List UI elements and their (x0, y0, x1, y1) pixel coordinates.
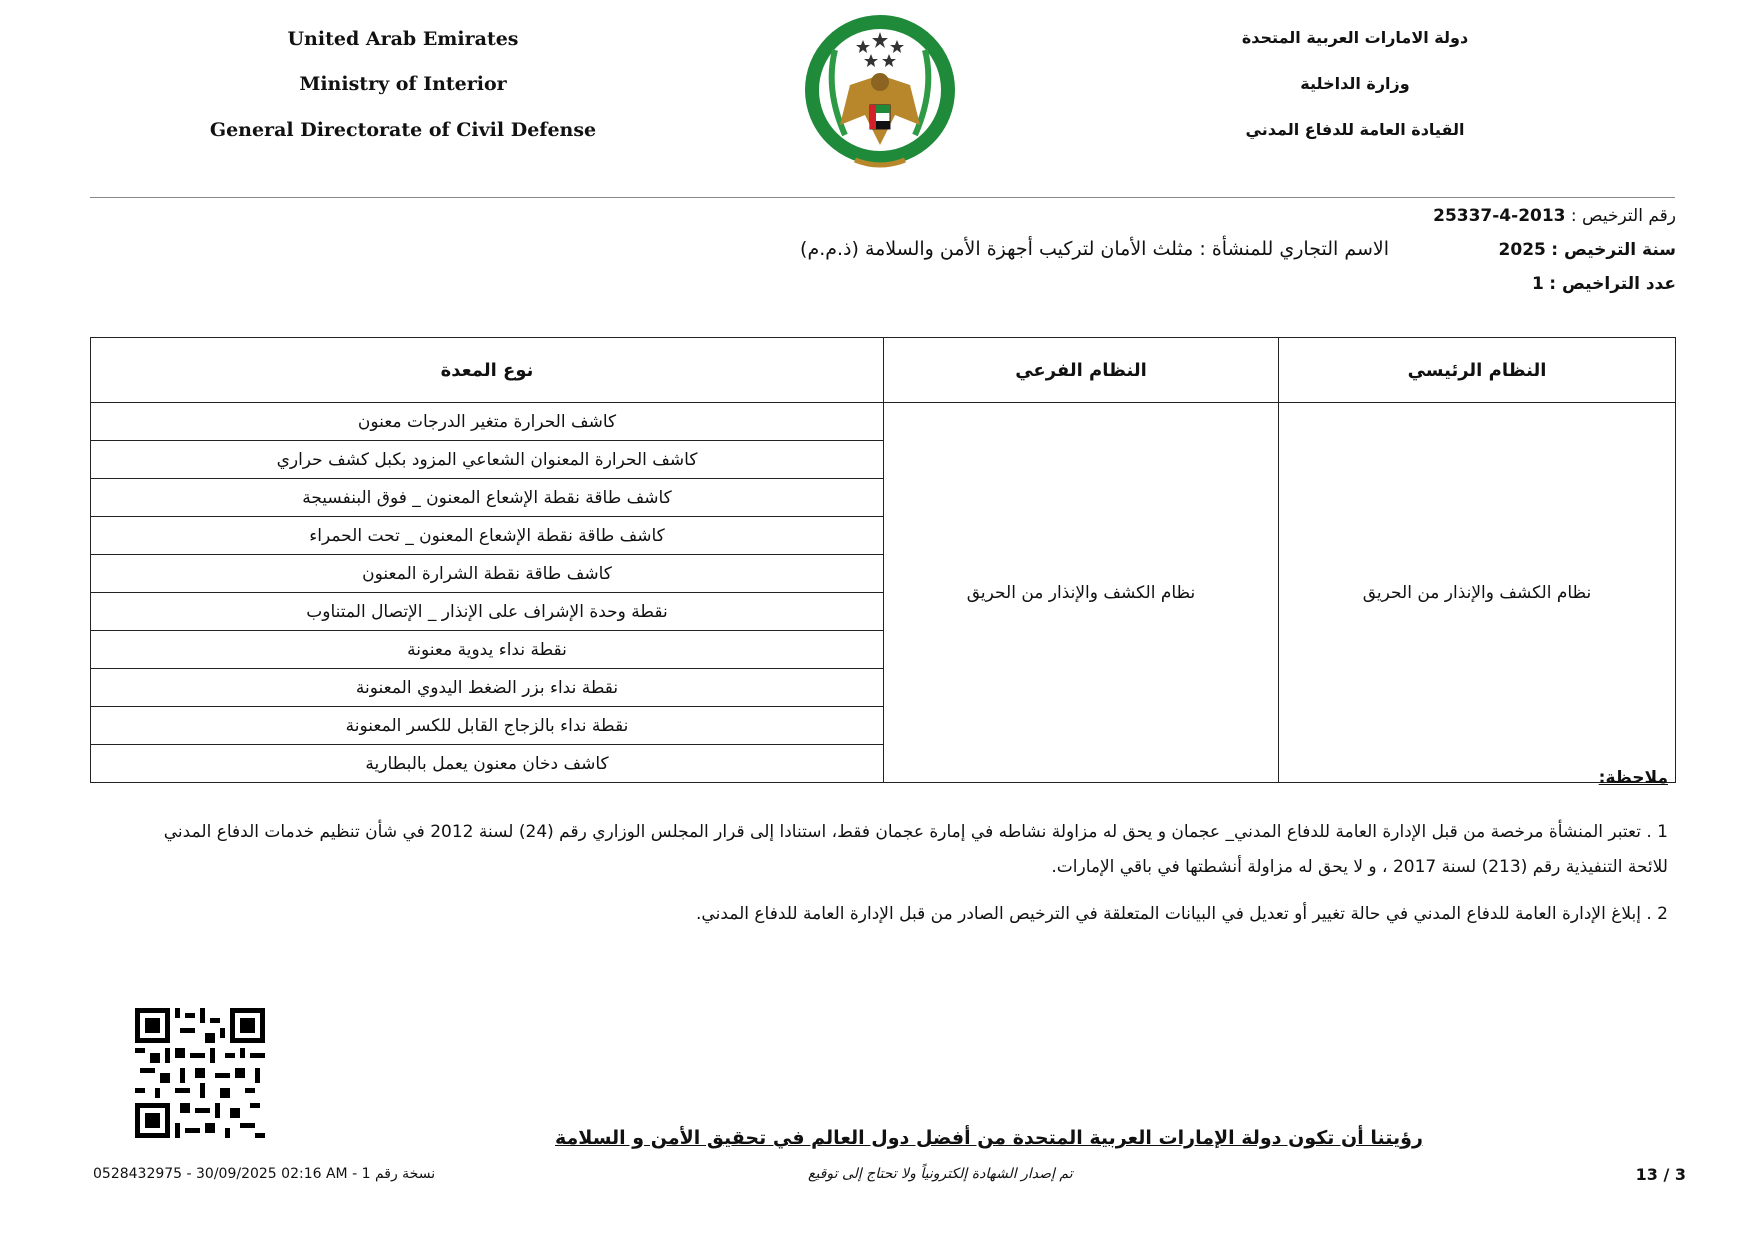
equipment-item: نقطة نداء بزر الضغط اليدوي المعنونة (91, 669, 884, 707)
license-number-value: 25337-4-2013 (1433, 206, 1566, 226)
page-number: 13 / 3 (1635, 1165, 1686, 1184)
header-en-line3: General Directorate of Civil Defense (209, 119, 597, 141)
equipment-item: نقطة نداء يدوية معنونة (91, 631, 884, 669)
table-row (91, 403, 1676, 441)
license-year (1499, 240, 1676, 260)
header-ar-line2: وزارة الداخلية (1300, 74, 1410, 93)
equipment-item: كاشف طاقة نقطة الإشعاع المعنون _ تحت الحمراء (91, 517, 884, 555)
equipment-table (90, 337, 1676, 783)
header-sub-system: النظام الفرعي (884, 338, 1279, 403)
header-en-line1: United Arab Emirates (287, 28, 519, 50)
trade-name: الاسم التجاري للمنشأة : مثلث الأمان لتركيب أجهزة الأمن والسلامة (ذ.م.م) (800, 238, 1389, 260)
equipment-item: كاشف الحرارة متغير الدرجات معنون (91, 403, 884, 441)
equipment-item: كاشف دخان معنون يعمل بالبطارية (91, 745, 884, 783)
equipment-item: كاشف طاقة نقطة الإشعاع المعنون _ فوق البنفسيجة (91, 479, 884, 517)
license-year-value: 2025 (1498, 240, 1546, 260)
header-ar-line1: دولة الامارات العربية المتحدة (1241, 28, 1469, 47)
equipment-item: نقطة نداء بالزجاج القابل للكسر المعنونة (91, 707, 884, 745)
qr-code-icon (135, 1008, 265, 1138)
equipment-item: كاشف طاقة نقطة الشرارة المعنون (91, 555, 884, 593)
table-header-row (91, 338, 1676, 403)
sub-system-cell: نظام الكشف والإنذار من الحريق (884, 403, 1279, 783)
notes-title: ملاحظة: (1598, 768, 1668, 788)
vision-statement: رؤيتنا أن تكون دولة الإمارات العربية المتحدة من أفضل دول العالم في تحقيق الأمن و السلامة (555, 1127, 1423, 1149)
header-main-system: النظام الرئيسي (1279, 338, 1676, 403)
footer-electronic-note: تم إصدار الشهادة إلكترونياً ولا تحتاج إلى توقيع (808, 1166, 1073, 1182)
license-count (1532, 274, 1676, 294)
header-en-line2: Ministry of Interior (299, 73, 507, 95)
license-year-label: سنة الترخيص : (1551, 240, 1676, 260)
main-system-cell: نظام الكشف والإنذار من الحريق (1279, 403, 1676, 783)
emblem-icon (805, 10, 955, 175)
equipment-item: نقطة وحدة الإشراف على الإنذار _ الإتصال المتناوب (91, 593, 884, 631)
license-number (1433, 206, 1676, 226)
footer-copy-info: 0528432975 - 30/09/2025 02:16 AM - 1 نسخة رقم (93, 1166, 436, 1182)
header-ar-line3: القيادة العامة للدفاع المدني (1245, 120, 1465, 139)
header-divider (90, 197, 1675, 198)
equipment-item: كاشف الحرارة المعنوان الشعاعي المزود بكبل كشف حراري (91, 441, 884, 479)
note-1: 1 . تعتبر المنشأة مرخصة من قبل الإدارة العامة للدفاع المدني_ عجمان و يحق له مزاولة نشاطه في إمارة عجمان فقط، استنادا إلى قرار المجلس الوزاري رقم (24) لسنة 2012 في شأن تنظيم خدمات الدفاع المدني للائحة التنفيذية رقم (213) لسنة 2017 ، و لا يحق له مزاولة أنشطتها في باقي الإمارات. (163, 822, 1668, 877)
license-count-value: 1 (1532, 274, 1544, 294)
header-equipment-type: نوع المعدة (91, 338, 884, 403)
note-2: 2 . إبلاغ الإدارة العامة للدفاع المدني في حالة تغيير أو تعديل في البيانات المتعلقة في الترخيص الصادر من قبل الإدارة العامة للدفاع المدني. (696, 904, 1668, 924)
license-count-label: عدد التراخيص : (1549, 274, 1676, 294)
license-number-label: رقم الترخيص : (1570, 206, 1676, 226)
